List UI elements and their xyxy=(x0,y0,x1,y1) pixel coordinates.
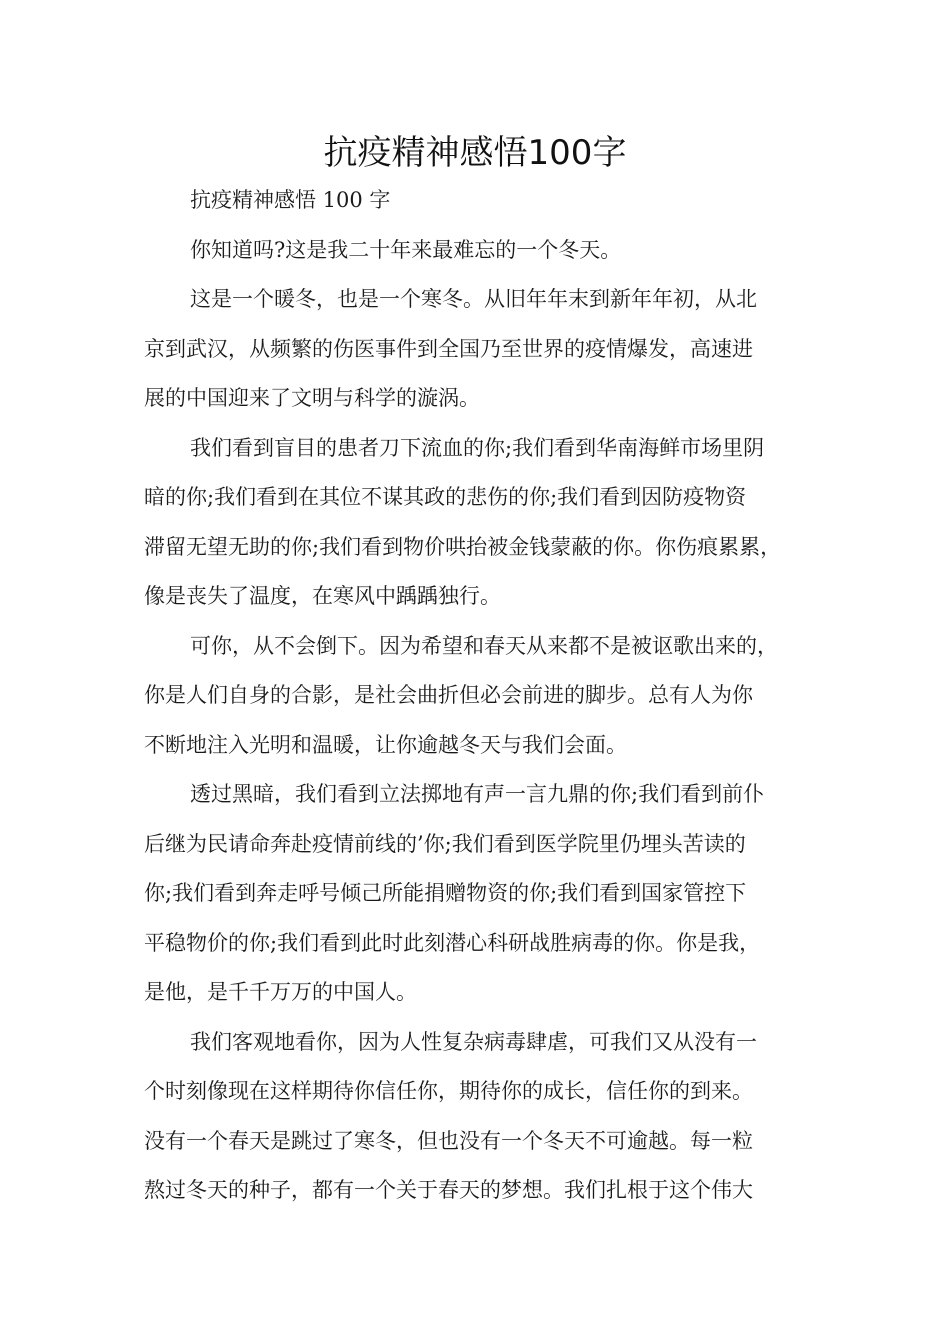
text-line: 你知道吗?这是我二十年来最难忘的一个冬天。 xyxy=(190,237,622,262)
text-line: 熬过冬天的种子，都有一个关于春天的梦想。我们扎根于这个伟大 xyxy=(144,1178,753,1202)
text-line: 暗的你;我们看到在其位不谋其政的悲伤的你;我们看到因防疫物资 xyxy=(144,485,747,509)
text-line: 个时刻像现在这样期待你信任你，期待你的成长，信任你的到来。 xyxy=(144,1079,753,1103)
document-title: 抗疫精神感悟100字 xyxy=(323,133,627,173)
document-body xyxy=(144,176,834,1216)
text-line: 可你，从不会倒下。因为希望和春天从来都不是被讴歌出来的， xyxy=(190,633,778,658)
text-line: 是他，是千千万万的中国人。 xyxy=(144,980,417,1004)
text-line: 不断地注入光明和温暖，让你逾越冬天与我们会面。 xyxy=(144,732,627,757)
text-line: 滞留无望无助的你;我们看到物价哄抬被金钱蒙蔽的你。你伤痕累累， xyxy=(144,534,782,559)
text-line: 抗疫精神感悟 100 字 xyxy=(190,188,391,212)
text-line: 透过黑暗，我们看到立法掷地有声一言九鼎的你;我们看到前仆 xyxy=(190,782,765,806)
text-line: 你是人们自身的合影，是社会曲折但必会前进的脚步。总有人为你 xyxy=(144,683,753,707)
text-line: 展的中国迎来了文明与科学的漩涡。 xyxy=(144,386,480,410)
text-line: 我们看到盲目的患者刀下流血的你;我们看到华南海鲜市场里阴 xyxy=(190,435,765,460)
text-line: 我们客观地看你，因为人性复杂病毒肆虐，可我们又从没有一 xyxy=(190,1029,757,1054)
text-line: 这是一个暖冬，也是一个寒冬。从旧年年末到新年年初，从北 xyxy=(190,287,757,311)
text-line: 像是丧失了温度，在寒风中踽踽独行。 xyxy=(144,584,501,608)
text-line: 你;我们看到奔走呼号倾己所能捐赠物资的你;我们看到国家管控下 xyxy=(144,881,747,905)
text-line: 后继为民请命奔赴疫情前线的’你;我们看到医学院里仍埋头苦读的 xyxy=(144,831,746,856)
text-line: 平稳物价的你;我们看到此时此刻潜心科研战胜病毒的你。你是我， xyxy=(144,930,761,955)
text-line: 没有一个春天是跳过了寒冬，但也没有一个冬天不可逾越。每一粒 xyxy=(144,1128,753,1153)
text-line: 京到武汉，从频繁的伤医事件到全国乃至世界的疫情爆发，高速进 xyxy=(144,336,753,361)
